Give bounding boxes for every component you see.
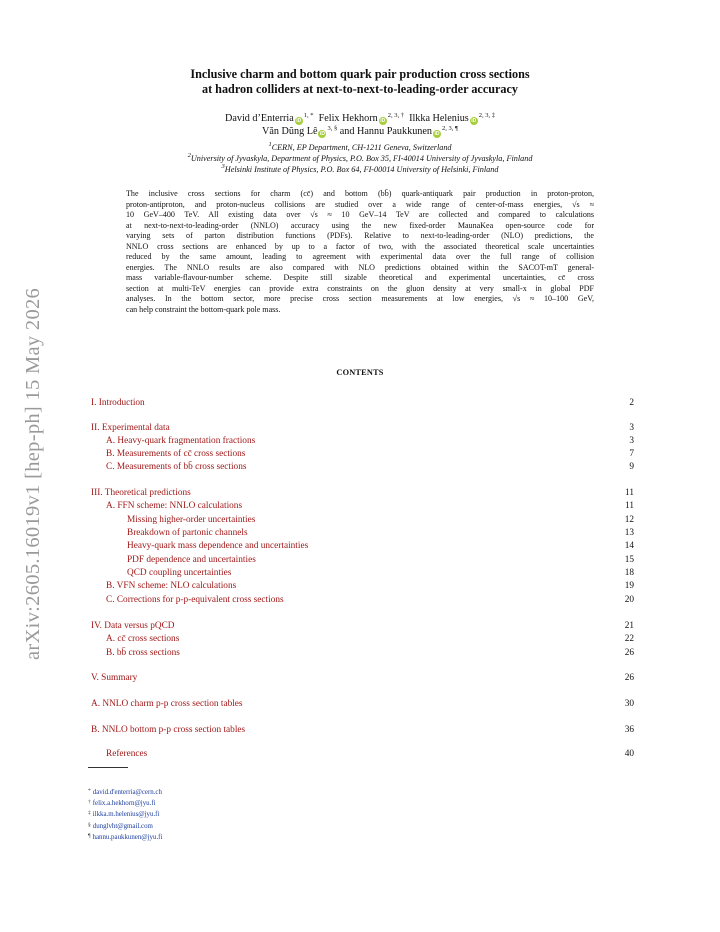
title-line-1: Inclusive charm and bottom quark pair production cross sections [190,67,530,81]
toc-entry-page: 9 [629,462,634,472]
toc-entry-label[interactable]: References [106,749,148,759]
contents-heading: CONTENTS [336,368,384,377]
footnote-mark: ‡ [88,810,91,817]
affiliation-3: $^3$Helsinki Institute of Physics, P.O. Box 64, FI-00014 University of Helsinki, Finland [221,163,499,174]
toc-entry-label[interactable]: I. Introduction [91,398,145,408]
toc-entry-page: 30 [624,699,634,709]
toc-entry[interactable] [0,672,720,685]
affiliation-2: $^2$University of Jyvaskyla, Department of Physics, P.O. Box 35, FI-40014 University of Jyvaskyla, Finland [187,152,533,163]
orcid-icon[interactable]: iD [319,131,325,137]
abstract-line: 10 GeV–400 TeV. All existing data over √s ≈ 10 GeV–14 TeV are collected and compared to calculations [126,210,594,219]
toc-entry-label[interactable]: B. Measurements of cc̄ cross sections [106,449,246,459]
toc-entry[interactable] [0,448,720,461]
author-name[interactable]: David d’Enterria [224,113,294,124]
abstract-line: energies. The NNLO results are also compared with NLO predictions obtained within the SACOT-mT general- [126,262,594,272]
author-sup: 2, 3, ¶ [442,125,458,132]
toc-entry[interactable] [0,647,720,660]
footnote-email[interactable] [88,832,162,842]
footnote-mark: * [88,788,91,794]
toc-entry[interactable] [0,397,720,410]
toc-entry-label[interactable]: Heavy-quark mass dependence and uncertainties [127,541,309,551]
abstract-line: at next-to-next-to-leading-order (NNLO) accuracy using the new fixed-order MaunaKea open-source code for [126,220,594,230]
abstract-line: proton-antiproton, and proton-nucleus collisions are studied over a wide range of center-of-mass energies, √s ≈ [126,199,594,209]
toc-entry[interactable] [0,748,720,761]
abstract-line: The inclusive cross sections for charm (cc̄) and bottom (bb̄) quark-antiquark pair production in proton-proton, [126,189,594,198]
email-link[interactable]: dunglvht@gmail.com [92,822,153,830]
toc-entry-page: 18 [624,568,634,578]
abstract-line: can help constraint the bottom-quark pole mass. [126,304,281,314]
toc-entry[interactable] [0,620,720,633]
author-sup: 3, § [327,125,338,132]
toc-entry-page: 22 [624,634,634,644]
toc-entry-label[interactable]: A. FFN scheme: NNLO calculations [106,501,243,511]
toc-entry[interactable] [0,487,720,500]
toc-entry-page: 15 [624,555,634,565]
footnote-mark: § [88,821,91,828]
affiliation-1: $^1$CERN, EP Department, CH-1211 Geneva, Switzerland [268,141,452,152]
orcid-icon[interactable]: iD [380,118,386,124]
toc-entry-page: 12 [624,515,634,525]
footnote-email[interactable] [88,821,153,831]
toc-entry[interactable] [0,580,720,593]
toc-entry-label[interactable]: C. Measurements of bb̄ cross sections [106,462,247,472]
author-name[interactable]: Văn Dũng Lê [262,126,318,137]
toc-entry-page: 26 [624,648,634,658]
toc-entry[interactable] [0,527,720,540]
toc-entry[interactable] [0,724,720,737]
footnote-email[interactable] [88,787,162,797]
toc-entry[interactable] [0,540,720,553]
toc-entry-page: 3 [629,423,634,433]
author-sup: 2, 3, ‡ [478,112,496,119]
toc-entry-page: 11 [625,488,634,498]
footnote-email[interactable] [88,798,156,808]
toc-entry[interactable] [0,554,720,567]
toc-entry-page: 40 [624,749,634,759]
toc-entry-label[interactable]: Missing higher-order uncertainties [127,515,256,525]
toc-entry-page: 14 [624,541,634,551]
toc-entry-label[interactable]: B. bb̄ cross sections [106,648,180,658]
toc-entry[interactable] [0,594,720,607]
email-link[interactable]: felix.a.hekhorn@jyu.fi [92,800,156,808]
toc-entry-label[interactable]: QCD coupling uncertainties [127,568,232,578]
toc-entry[interactable] [0,500,720,513]
abstract-line: section at multi-TeV energies can provide extra constraints on the gluon density at very small-x in global PDF [126,283,594,293]
toc-entry-page: 7 [629,449,634,459]
author-line-2 [80,126,640,138]
footnote-mark: ¶ [88,832,91,839]
toc-entry-page: 11 [625,501,634,511]
author-name[interactable]: Ilkka Helenius [409,113,469,124]
toc-entry-page: 20 [624,595,634,605]
toc-entry[interactable] [0,435,720,448]
abstract-line: reduced by the same amount, leading to agreement with experimental data over the full range of collision [126,252,594,261]
toc-entry-page: 3 [629,436,634,446]
abstract [126,189,594,315]
toc-entry-page: 13 [624,528,634,538]
toc-entry-label[interactable]: IV. Data versus pQCD [91,621,175,631]
orcid-icon[interactable]: iD [434,131,440,137]
footnote-mark: † [88,799,91,806]
arxiv-watermark: arXiv:2605.16019v1 [hep-ph] 15 May 2026 [22,287,44,660]
toc-entry-label[interactable]: II. Experimental data [91,423,170,433]
toc-entry[interactable] [0,422,720,435]
toc-entry-page: 21 [624,621,634,631]
author-line-1 [80,113,640,125]
email-link[interactable]: hannu.paukkunen@jyu.fi [92,833,163,841]
toc-entry-label[interactable]: A. cc̄ cross sections [106,634,180,644]
author-name[interactable]: Felix Hekhorn [318,113,378,124]
abstract-line: analyses. In the bottom sector, more precise cross section measurements at low energies, √s ≈ 10–100 GeV, [126,294,594,303]
footnote-rule [88,767,128,768]
footnote-email[interactable] [88,809,159,819]
email-link[interactable]: david.d'enterria@cern.ch [92,789,162,796]
title-line-2: at hadron colliders at next-to-next-to-leading-order accuracy [201,81,519,96]
toc-entry-label[interactable]: PDF dependence and uncertainties [127,555,256,565]
toc-entry-label[interactable]: B. VFN scheme: NLO calculations [106,581,237,591]
toc-entry-page: 19 [624,581,634,591]
abstract-line: mass variable-flavour-number scheme. Despite still sizable theoretical and experimental uncertainties, cc̄ cross [126,273,594,282]
author-sup: 1, * [303,112,314,119]
toc-entry-label[interactable]: C. Corrections for p-p-equivalent cross sections [106,595,284,605]
email-link[interactable]: ilkka.m.helenius@jyu.fi [92,811,160,819]
abstract-line: NNLO cross sections are enhanced by up to a factor of two, with the associated theoretical scale uncertainties [126,241,594,251]
orcid-icon[interactable]: iD [471,118,477,124]
paper-title [100,67,620,96]
abstract-line: varying sets of parton distribution functions (PDFs). Relative to next-to-leading-order (NLO) predictions, the [126,231,594,240]
toc-entry-label[interactable]: A. NNLO charm p-p cross section tables [91,699,243,709]
toc-entry[interactable] [0,633,720,646]
toc-entry-page: 26 [624,673,634,683]
toc-entry-label[interactable]: B. NNLO bottom p-p cross section tables [91,725,246,735]
toc-entry-label[interactable]: V. Summary [91,673,138,683]
toc-entry[interactable] [0,514,720,527]
toc-entry-label[interactable]: III. Theoretical predictions [91,488,191,498]
author-sup: 2, 3, † [387,112,404,119]
orcid-icon[interactable]: iD [296,118,302,124]
and-word: and [339,126,355,137]
toc-entry-label[interactable]: A. Heavy-quark fragmentation fractions [106,436,256,446]
toc-entry[interactable] [0,461,720,474]
toc-entry[interactable] [0,567,720,580]
author-name[interactable]: Hannu Paukkunen [357,126,433,137]
toc-entry[interactable] [0,698,720,711]
toc-entry-page: 2 [629,398,634,408]
toc-entry-page: 36 [624,725,634,735]
toc-entry-label[interactable]: Breakdown of partonic channels [127,528,248,538]
